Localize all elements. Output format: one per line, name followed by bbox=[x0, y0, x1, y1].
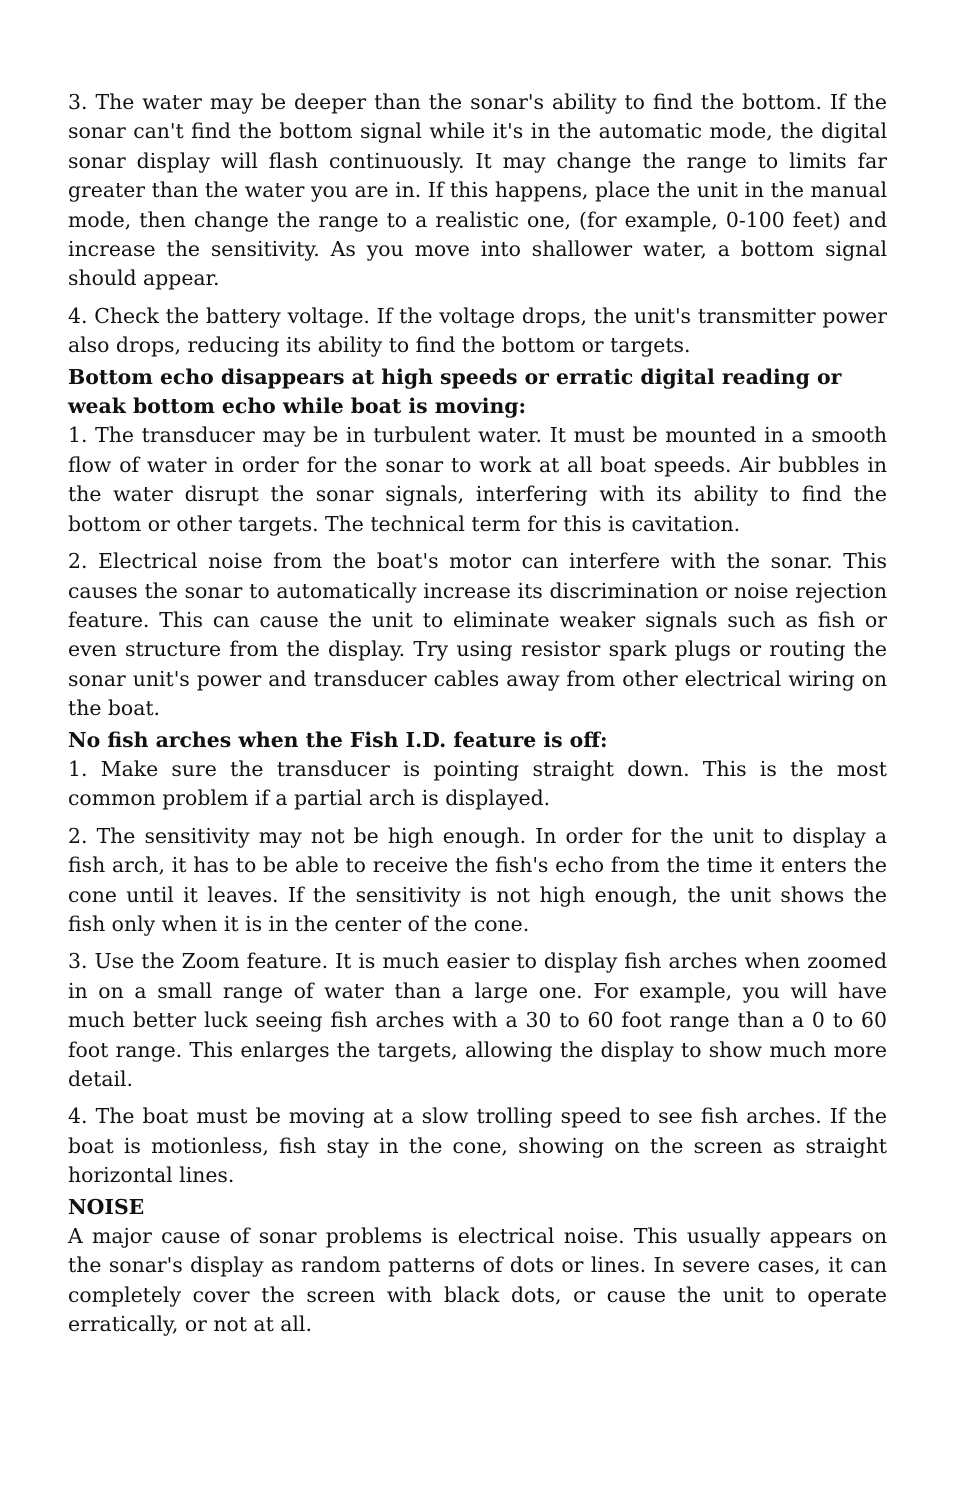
heading-bottom-echo-disappears: Bottom echo disappears at high speeds or erratic digital reading or weak bottom echo while boat is moving: bbox=[68, 364, 842, 419]
paragraph-electrical-noise-motor: 2. Electrical noise from the boat's motor can interfere with the sonar. This causes the sonar to automatically increase its discrimination or noise rejection feature. This can cause the unit to eliminate weaker signals such as fish or even structure from the display. Try using resistor spark plugs or routing the sonar unit's power and transducer cables away from other electrical wiring on the boat. bbox=[68, 549, 887, 721]
paragraph-trolling-speed: 4. The boat must be moving at a slow trolling speed to see fish arches. If the boat is motionless, fish stay in the cone, showing on the screen as straight horizontal lines. bbox=[68, 1104, 887, 1188]
paragraph-transducer-pointing: 1. Make sure the transducer is pointing straight down. This is the most common problem if a partial arch is displayed. bbox=[68, 756, 887, 811]
paragraph-noise-description: A major cause of sonar problems is electrical noise. This usually appears on the sonar's display as random patterns of dots or lines. In severe cases, it can completely cover the screen with black dots, or cause the unit to operate erratically, or not at all. bbox=[68, 1224, 887, 1337]
paragraph-sensitivity: 2. The sensitivity may not be high enough. In order for the unit to display a fish arch, it has to be able to receive the fish's echo from the time it enters the cone until it leaves. If the sensitivity is not high enough, the unit shows the fish only when it is in the center of the cone. bbox=[68, 823, 887, 936]
paragraph-zoom-feature: 3. Use the Zoom feature. It is much easier to display fish arches when zoomed in on a small range of water than a large one. For example, you will have much better luck seeing fish arches with a 30 to 60 foot range than a 0 to 60 foot range. This enlarges the targets, allowing the display to show much more detail. bbox=[68, 949, 887, 1091]
paragraph-deep-water: 3. The water may be deeper than the sonar's ability to find the bottom. If the sonar can't find the bottom signal while it's in the automatic mode, the digital sonar display will flash continuously. It may change the range to limits far greater than the water you are in. If this happens, place the unit in the manual mode, then change the range to a realistic one, (for example, 0-100 feet) and increase the sensitivity. As you move into shallower water, a bottom signal should appear. bbox=[68, 90, 887, 291]
manual-page bbox=[68, 88, 887, 1348]
paragraph-turbulent-water: 1. The transducer may be in turbulent water. It must be mounted in a smooth flow of water in order for the sonar to work at all boat speeds. Air bubbles in the water disrupt the sonar signals, interfering with its ability to find the bottom or other targets. The technical term for this is cavitation. bbox=[68, 423, 887, 536]
paragraph-battery-voltage: 4. Check the battery voltage. If the voltage drops, the unit's transmitter power also drops, reducing its ability to find the bottom or targets. bbox=[68, 303, 887, 358]
heading-noise: NOISE bbox=[68, 1194, 145, 1219]
heading-no-fish-arches: No fish arches when the Fish I.D. feature is off: bbox=[68, 727, 608, 752]
